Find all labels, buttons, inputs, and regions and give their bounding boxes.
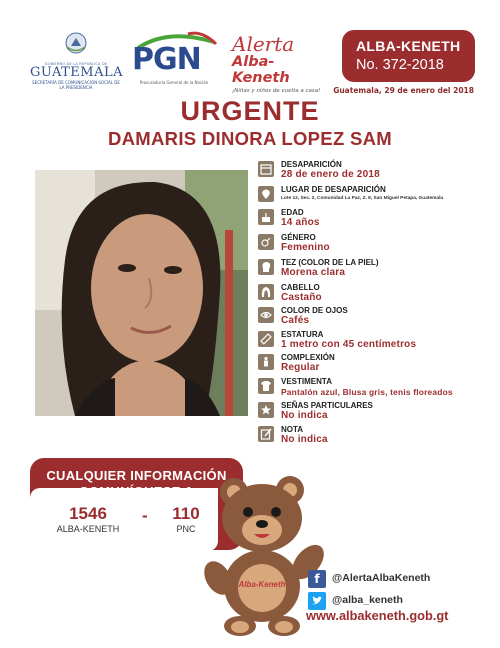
- detail-label: EDAD: [281, 208, 304, 217]
- case-badge-title: ALBA-KENETH: [356, 38, 461, 54]
- alerta-name: Alba-Keneth: [232, 54, 290, 86]
- facebook-handle[interactable]: @AlertaAlbaKeneth: [332, 572, 431, 584]
- detail-value: Lote 12, Sec. 2, Comunidad La Paz, Z. 8, San Miguel Petapa, Guatemala: [281, 196, 444, 201]
- pnc-phone-label: PNC: [176, 524, 196, 534]
- birthday-cake-icon: [258, 209, 274, 225]
- body-icon: [258, 354, 274, 370]
- location-pin-icon: [258, 186, 274, 202]
- pgn-name: PGN: [132, 42, 201, 77]
- contact-heading-line1: CUALQUIER INFORMACIÓN: [46, 468, 227, 483]
- case-badge: [342, 30, 475, 82]
- alba-keneth-phone[interactable]: 1546: [69, 504, 107, 523]
- calendar-icon: [258, 161, 274, 177]
- case-number: No. 372-2018: [356, 57, 444, 73]
- detail-value: 28 de enero de 2018: [281, 169, 380, 180]
- coat-of-arms-icon: [63, 30, 89, 56]
- bear-badge-text: Alba-Keneth: [238, 580, 286, 589]
- gender-icon: [258, 234, 274, 250]
- detail-value: Castaño: [281, 292, 322, 303]
- detail-label: DESAPARICIÓN: [281, 160, 342, 169]
- detail-value: No indica: [281, 434, 328, 445]
- star-icon: [258, 402, 274, 418]
- detail-label: COLOR DE OJOS: [281, 306, 348, 315]
- urgent-title: URGENTE: [180, 96, 320, 126]
- hair-icon: [258, 284, 274, 300]
- facebook-link[interactable]: [308, 570, 488, 588]
- detail-label: TEZ (COLOR DE LA PIEL): [281, 258, 379, 267]
- detail-label: SEÑAS PARTICULARES: [281, 401, 373, 410]
- photo-illustration: [35, 170, 248, 416]
- eye-icon: [258, 307, 274, 323]
- website-link[interactable]: www.albakeneth.gob.gt: [306, 608, 449, 623]
- detail-value: Pantalón azul, Blusa gris, tenis floreados: [281, 387, 453, 397]
- detail-label: GÉNERO: [281, 233, 316, 242]
- alerta-alba-keneth-logo: [232, 34, 332, 94]
- issue-date: Guatemala, 29 de enero del 2018: [333, 86, 474, 95]
- detail-value: No indica: [281, 410, 328, 421]
- gov-name: GUATEMALA: [30, 65, 123, 80]
- alerta-word: Alerta: [232, 32, 295, 56]
- detail-label: LUGAR DE DESAPARICIÓN: [281, 185, 386, 194]
- detail-value: 1 metro con 45 centímetros: [281, 339, 417, 350]
- detail-value: 14 años: [281, 217, 320, 228]
- contact-numbers: [30, 488, 218, 548]
- phone-separator: -: [142, 506, 148, 525]
- twitter-handle[interactable]: @alba_keneth: [332, 594, 403, 606]
- detail-value: Morena clara: [281, 267, 346, 278]
- detail-label: CABELLO: [281, 283, 320, 292]
- facebook-icon: f: [308, 570, 326, 588]
- detail-value: Regular: [281, 362, 320, 373]
- detail-value: Femenino: [281, 242, 330, 253]
- pgn-subtitle: Procuraduría General de la Nación: [139, 80, 209, 85]
- note-icon: [258, 426, 274, 442]
- shirt-icon: [258, 378, 274, 394]
- guatemala-government-logo: [30, 30, 122, 90]
- alba-keneth-phone-label: ALBA-KENETH: [56, 524, 120, 534]
- detail-label: ESTATURA: [281, 330, 324, 339]
- missing-person-name: DAMARIS DINORA LOPEZ SAM: [107, 128, 392, 149]
- detail-value: Cafés: [281, 315, 310, 326]
- ruler-icon: [258, 331, 274, 347]
- detail-label: COMPLEXIÓN: [281, 353, 335, 362]
- gov-line1: GOBIERNO DE LA REPÚBLICA DE: [44, 62, 108, 66]
- alerta-tagline: ¡Niñas y niños de vuelta a casa!: [232, 88, 321, 94]
- head-profile-icon: [258, 259, 274, 275]
- missing-person-photo: [35, 170, 248, 416]
- detail-label: VESTIMENTA: [281, 377, 332, 386]
- detail-label: NOTA: [281, 425, 304, 434]
- gov-line2: SECRETARÍA DE COMUNICACIÓN SOCIAL DE LA PRESIDENCIA: [32, 80, 120, 90]
- pnc-phone[interactable]: 110: [172, 504, 200, 523]
